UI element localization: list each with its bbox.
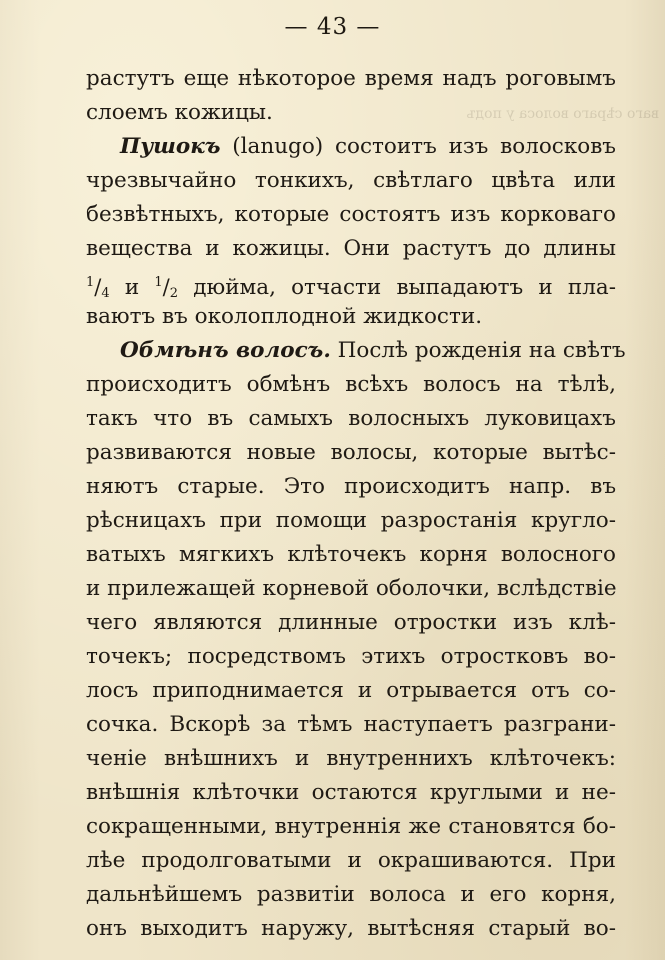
term-obmen-volos: Обмѣнъ волосъ. <box>120 338 331 363</box>
text-line: дальнѣйшемъ развитіи волоса и его корня, <box>86 882 616 907</box>
text-line: ваютъ въ околоплодной жидкости. <box>86 304 483 329</box>
text-fragment: (lanugo) состоитъ изъ волосковъ <box>220 134 616 159</box>
text-line: чего являются длинные отростки изъ клѣ- <box>86 610 616 635</box>
text-line: внѣшнія клѣточки остаются круглыми и не- <box>86 780 616 805</box>
text-line: безвѣтныхъ, которые состоятъ изъ корковаго <box>86 202 616 227</box>
text-line: и прилежащей корневой оболочки, вслѣдствіе <box>86 576 617 601</box>
text-fragment: Послѣ рожденія на свѣтъ <box>330 338 626 363</box>
term-pushok: Пушокъ <box>120 134 221 159</box>
fraction-quarter: $^1/_4$ <box>86 275 110 301</box>
bleed-through-text: ваго сѣраго волоса у подъ <box>466 106 659 122</box>
text-line: сочка. Вскорѣ за тѣмъ наступаетъ разграни- <box>86 712 616 737</box>
text-line: чрезвычайно тонкихъ, свѣтлаго цвѣта или <box>86 168 616 193</box>
fraction-numerator: 1 <box>154 275 163 290</box>
text-line: происходитъ обмѣнъ всѣхъ волосъ на тѣлѣ, <box>86 372 616 397</box>
text-line: онъ выходитъ наружу, вытѣсняя старый во- <box>86 916 616 941</box>
text-line: развиваются новые волосы, которые вытѣс- <box>86 440 616 465</box>
text-line: точекъ; посредствомъ этихъ отростковъ во- <box>86 644 616 669</box>
fraction-numerator: 1 <box>86 275 95 290</box>
text-line: лосъ приподнимается и отрывается отъ со- <box>86 678 616 703</box>
body-text <box>86 62 626 946</box>
text-line <box>86 266 616 300</box>
text-line <box>86 334 626 368</box>
page-number: — 43 — <box>284 14 381 40</box>
text-line: няютъ старые. Это происходитъ напр. въ <box>86 474 616 499</box>
text-line: лѣе продолговатыми и окрашиваются. При <box>86 848 616 873</box>
text-line: слоемъ кожицы. <box>86 100 273 125</box>
text-fragment: и <box>109 275 155 300</box>
text-line: ватыхъ мягкихъ клѣточекъ корня волосного <box>86 542 616 567</box>
text-line: сокращенными, внутреннія же становятся бо- <box>86 814 616 839</box>
text-line: вещества и кожицы. Они растутъ до длины <box>86 236 616 261</box>
fraction-denominator: 4 <box>101 286 110 301</box>
fraction-denominator: 2 <box>169 286 179 301</box>
text-line: такъ что въ самыхъ волосныхъ луковицахъ <box>86 406 616 431</box>
text-line: ченіе внѣшнихъ и внутреннихъ клѣточекъ: <box>86 746 616 771</box>
text-line: рѣсницахъ при помощи разростанія кругло- <box>86 508 616 533</box>
text-line <box>86 130 616 164</box>
fraction-half: $^1/_2$ <box>154 275 179 301</box>
text-line: растутъ еще нѣкоторое время надъ роговымъ <box>86 66 616 91</box>
text-fragment: дюйма, отчасти выпадаютъ и пла- <box>178 275 616 300</box>
